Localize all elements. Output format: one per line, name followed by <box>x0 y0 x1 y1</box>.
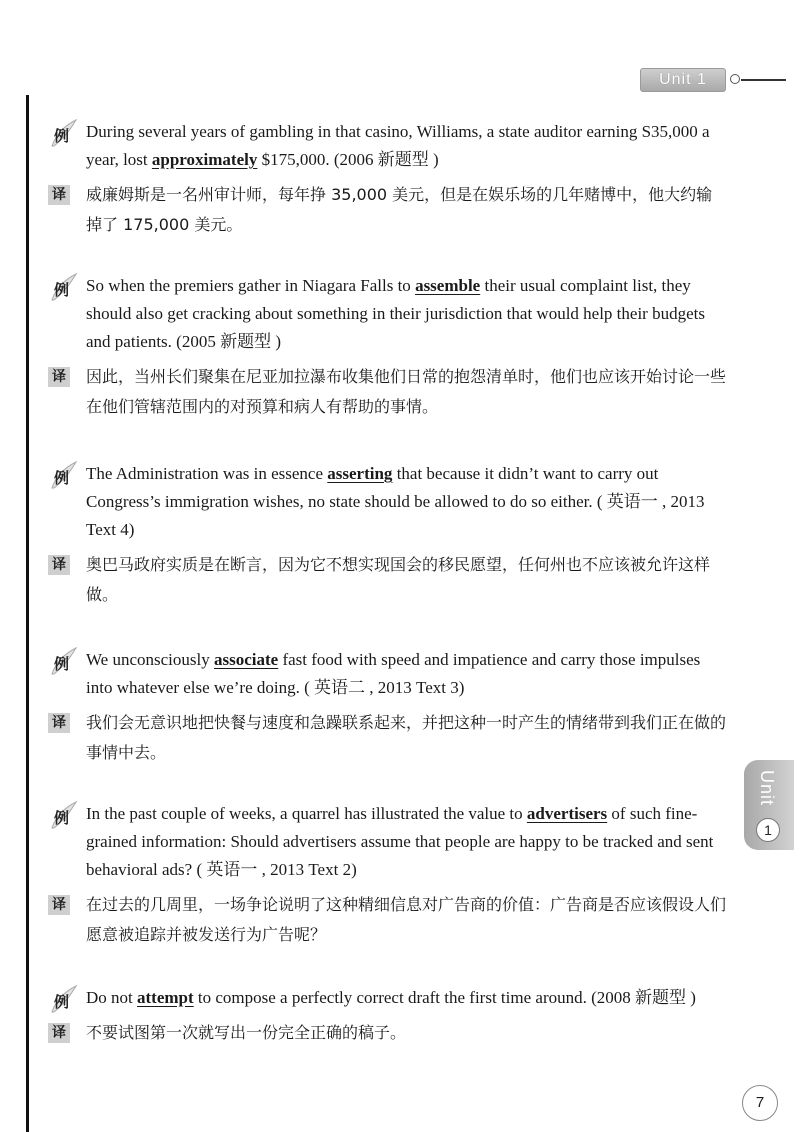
translation-badge: 译 <box>48 895 70 915</box>
example-badge-char: 例 <box>54 469 70 487</box>
example-sentence <box>46 646 726 702</box>
example-text-pre: Do not <box>86 988 137 1007</box>
translation-badge: 译 <box>48 555 70 575</box>
unit-header-label: Unit 1 <box>659 71 707 88</box>
example-text-pre: During several years of gambling in that casino, Williams, a state auditor earning S35,000 a year, lost <box>86 122 710 169</box>
vocab-keyword: attempt <box>137 988 194 1007</box>
example-badge-char: 例 <box>54 127 70 145</box>
translation-line <box>46 708 726 768</box>
header-rule <box>741 79 786 81</box>
side-unit-tab <box>744 760 794 850</box>
translation-text: 不要试图第一次就写出一份完全正确的稿子。 <box>86 1023 407 1042</box>
example-block <box>46 272 726 422</box>
translation-badge: 译 <box>48 367 70 387</box>
example-badge-char: 例 <box>54 993 70 1011</box>
example-text-post: of such fine-grained information: Should advertisers assume that people are happy to be tracked and sent behavioral ads? ( 英语一 , 2013 Text 2) <box>86 804 714 879</box>
example-badge-char: 例 <box>54 655 70 673</box>
example-block <box>46 984 726 1048</box>
example-badge-char: 例 <box>54 281 70 299</box>
example-text-post: $175,000. (2006 新题型 ) <box>257 150 439 169</box>
vocab-keyword: approximately <box>151 150 258 169</box>
translation-text: 我们会无意识地把快餐与速度和急躁联系起来，并把这种一时产生的情绪带到我们正在做的事情中去。 <box>86 713 727 762</box>
example-badge <box>46 272 80 306</box>
example-sentence <box>46 272 726 356</box>
example-block <box>46 646 726 768</box>
translation-line <box>46 1018 726 1048</box>
example-sentence <box>46 984 726 1012</box>
translation-text: 奥巴马政府实质是在断言，因为它不想实现国会的移民愿望，任何州也不应该被允许这样做。 <box>86 555 711 604</box>
example-block <box>46 460 726 610</box>
vocab-keyword: asserting <box>327 464 393 483</box>
example-text-post: to compose a perfectly correct draft the first time around. (2008 新题型 ) <box>193 988 696 1007</box>
vocab-keyword: advertisers <box>526 804 608 823</box>
example-badge <box>46 984 80 1018</box>
translation-line <box>46 890 726 950</box>
example-block <box>46 118 726 240</box>
vocab-keyword: associate <box>214 650 279 669</box>
example-badge <box>46 646 80 680</box>
example-text-post: their usual complaint list, they should also get cracking about something in their jurisdiction that would help their budgets and patients. (2005 新题型 ) <box>86 276 705 351</box>
example-text-pre: The Administration was in essence <box>86 464 328 483</box>
example-badge <box>46 800 80 834</box>
example-badge-char: 例 <box>54 809 70 827</box>
example-sentence <box>46 118 726 174</box>
unit-header-tab <box>640 68 726 92</box>
example-text-pre: So when the premiers gather in Niagara Falls to <box>86 276 416 295</box>
example-block <box>46 800 726 950</box>
side-unit-word: Unit <box>757 770 777 807</box>
translation-badge: 译 <box>48 713 70 733</box>
example-sentence <box>46 460 726 544</box>
translation-badge: 译 <box>48 1023 70 1043</box>
vocab-keyword: assemble <box>415 276 481 295</box>
translation-text: 威廉姆斯是一名州审计师，每年挣 35,000 美元，但是在娱乐场的几年赌博中，他大约输掉了 175,000 美元。 <box>86 185 713 234</box>
example-text-post: fast food with speed and impatience and carry those impulses into whatever else we’re doing. ( 英语二 , 2013 Text 3) <box>86 650 701 697</box>
example-badge <box>46 118 80 152</box>
translation-text: 在过去的几周里，一场争论说明了这种精细信息对广告商的价值：广告商是否应该假设人们愿意被追踪并被发送行为广告呢？ <box>86 895 727 944</box>
page-number: 7 <box>742 1085 778 1121</box>
example-sentence <box>46 800 726 884</box>
example-text-post: that because it didn’t want to carry out Congress’s immigration wishes, no state should be allowed to do so either. ( 英语一 , 2013 Text 4) <box>86 464 705 539</box>
translation-line <box>46 180 726 240</box>
side-unit-number: 1 <box>756 818 780 842</box>
translation-text: 因此，当州长们聚集在尼亚加拉瀑布收集他们日常的抱怨清单时，他们也应该开始讨论一些在他们管辖范围内的对预算和病人有帮助的事情。 <box>86 367 727 416</box>
example-badge <box>46 460 80 494</box>
example-text-pre: We unconsciously <box>86 650 214 669</box>
translation-badge: 译 <box>48 185 70 205</box>
page-spine-line <box>26 95 29 1132</box>
translation-line <box>46 362 726 422</box>
example-text-pre: In the past couple of weeks, a quarrel has illustrated the value to <box>86 804 527 823</box>
header-dot-ornament <box>730 74 740 84</box>
translation-line <box>46 550 726 610</box>
